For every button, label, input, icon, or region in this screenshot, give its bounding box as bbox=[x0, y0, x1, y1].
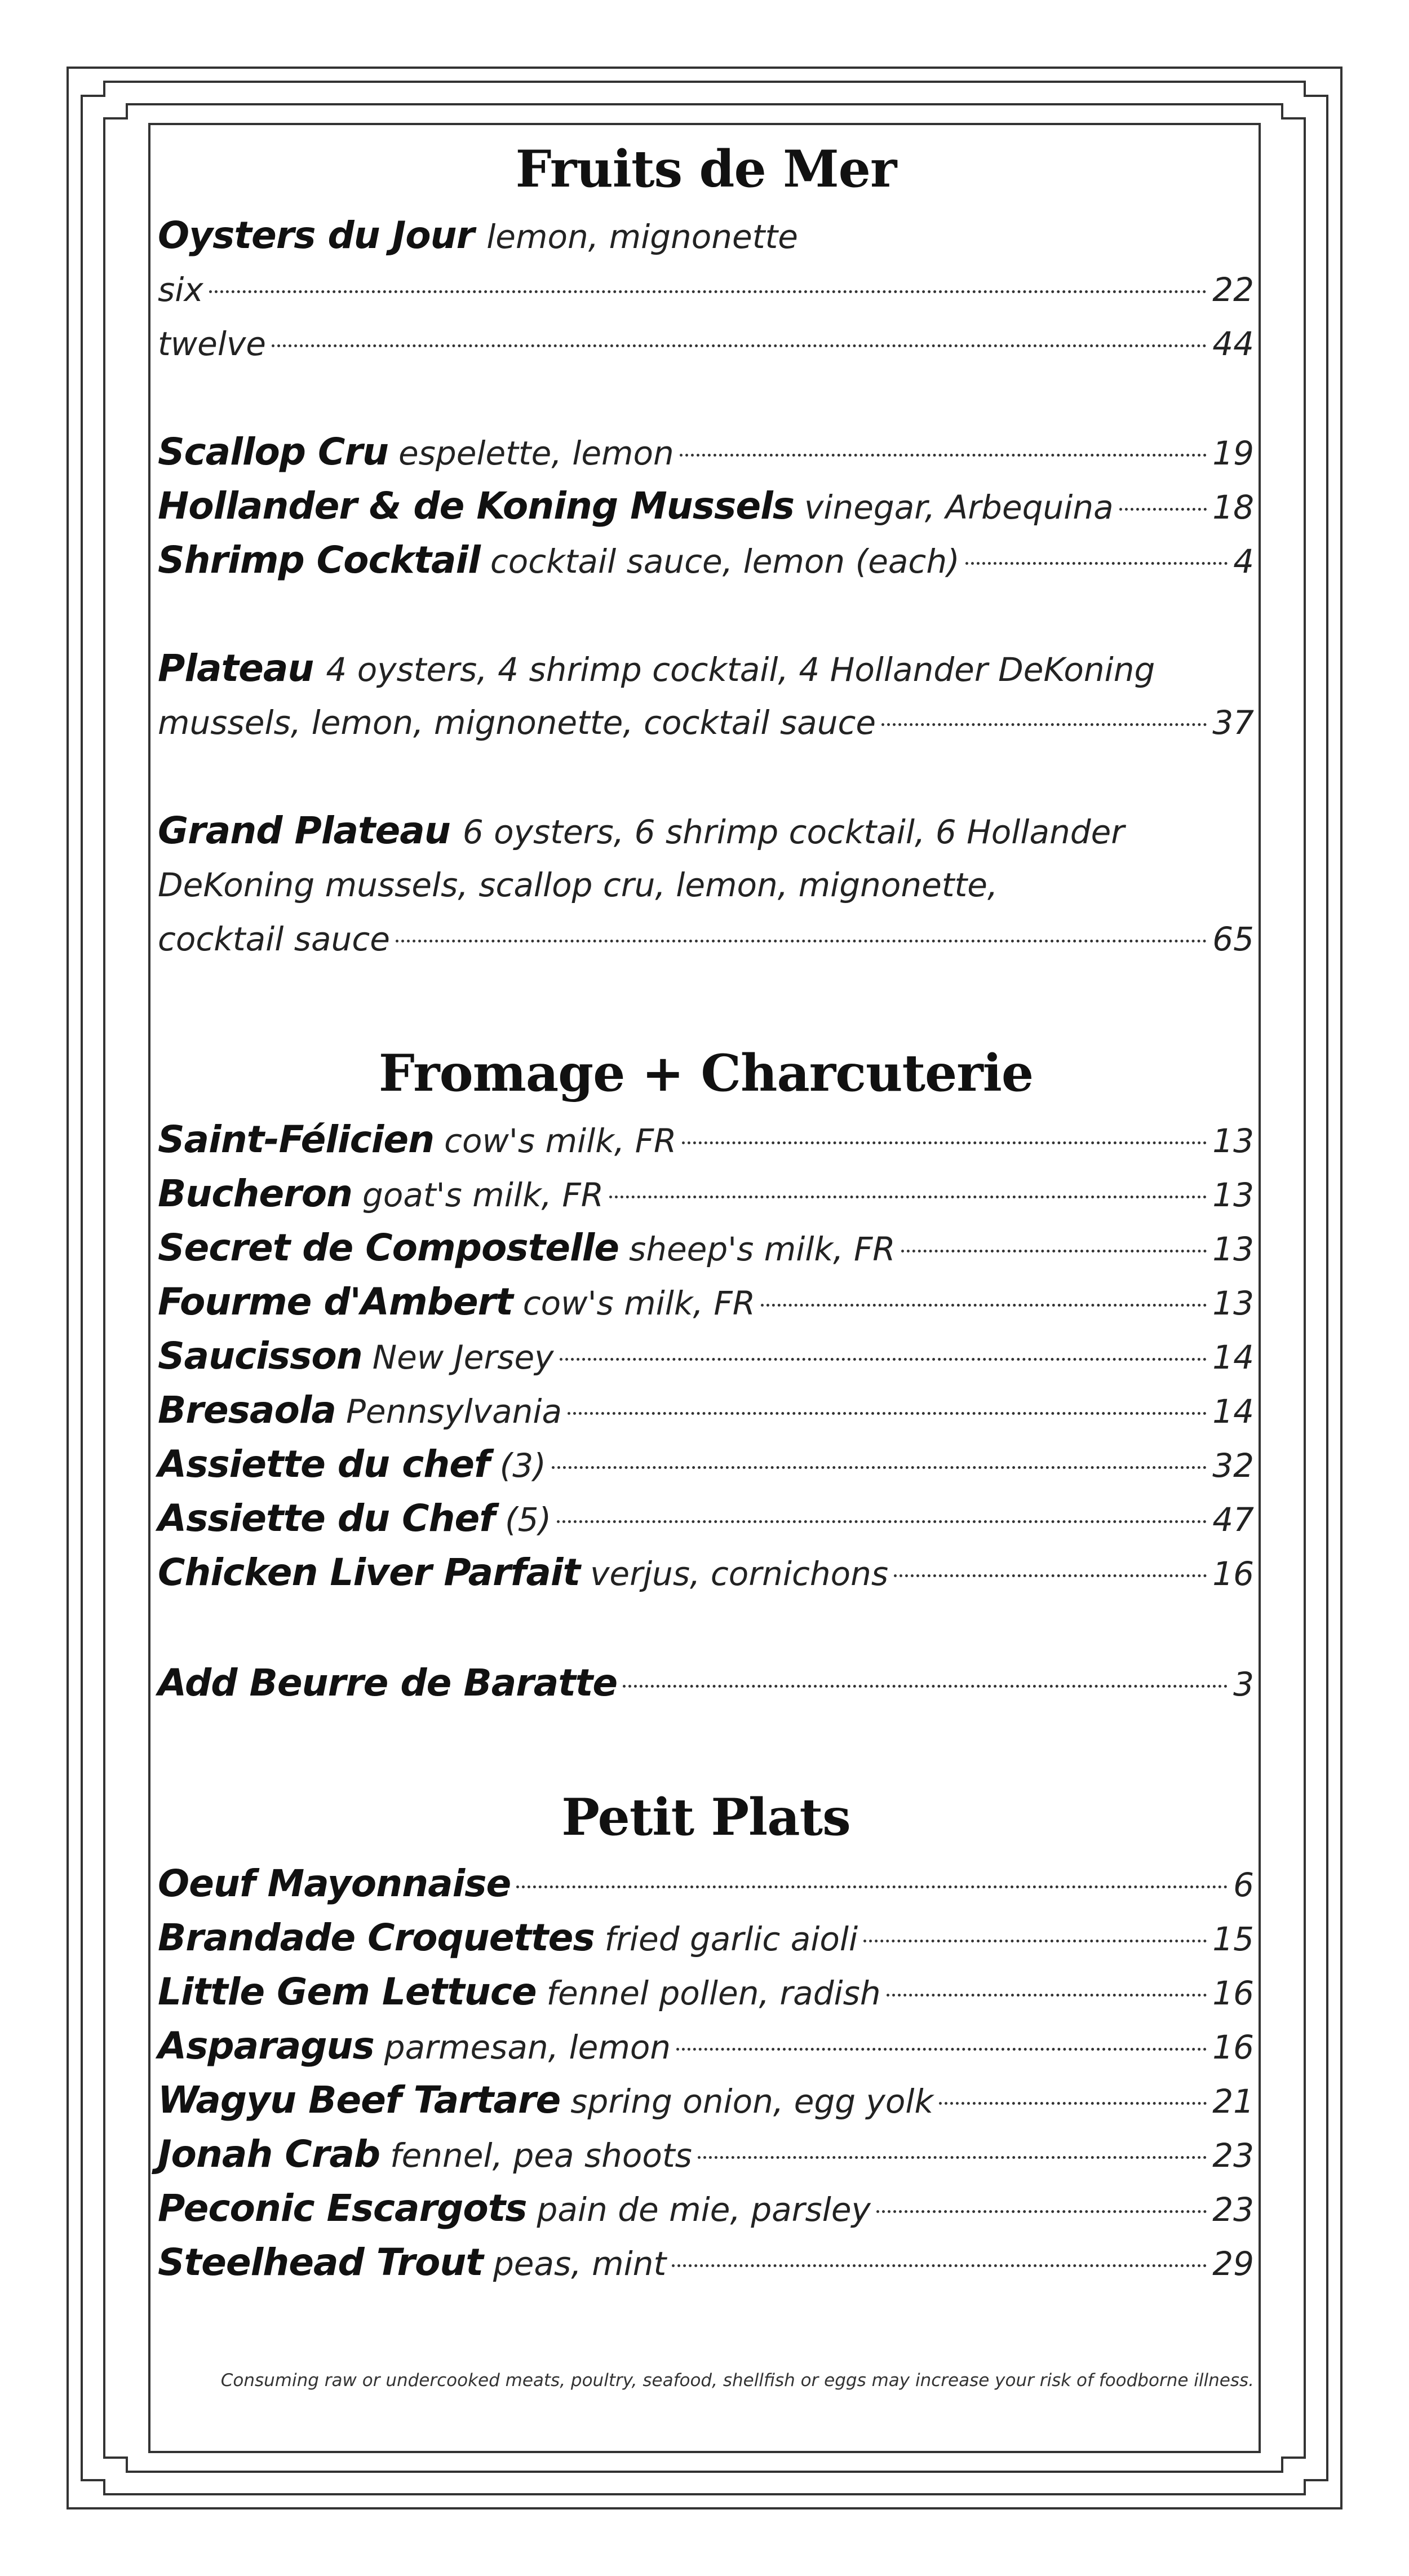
leader-dots bbox=[552, 1466, 1207, 1469]
leader-dots bbox=[609, 1196, 1207, 1198]
petit-plats-list bbox=[158, 1857, 1254, 2290]
item-price: 19 bbox=[1212, 434, 1254, 472]
menu-item-add-beurre bbox=[158, 1656, 1254, 1710]
item-desc: cow's milk, FR bbox=[444, 1122, 677, 1160]
item-desc: spring onion, egg yolk bbox=[570, 2082, 934, 2121]
menu-item bbox=[158, 1491, 1254, 1546]
item-price: 22 bbox=[1212, 271, 1254, 309]
item-name: Asparagus bbox=[158, 2024, 374, 2068]
item-desc: parmesan, lemon bbox=[384, 2028, 671, 2066]
item-desc: cow's milk, FR bbox=[522, 1284, 756, 1322]
item-price: 16 bbox=[1212, 2028, 1254, 2066]
item-price: 44 bbox=[1212, 325, 1254, 363]
menu-item bbox=[158, 2073, 1254, 2127]
item-desc: peas, mint bbox=[493, 2245, 667, 2283]
item-name: Saint-Félicien bbox=[158, 1118, 435, 1161]
item-price: 23 bbox=[1212, 2190, 1254, 2229]
menu-item-grand-plateau-end bbox=[158, 912, 1254, 966]
menu-content bbox=[158, 130, 1254, 2290]
item-price: 14 bbox=[1212, 1392, 1254, 1431]
item-desc: 6 oysters, 6 shrimp cocktail, 6 Hollander bbox=[462, 813, 1125, 851]
menu-item bbox=[158, 2127, 1254, 2181]
menu-item-shrimp-cocktail bbox=[158, 533, 1254, 587]
menu-item bbox=[158, 1857, 1254, 1911]
leader-dots bbox=[676, 2048, 1207, 2051]
item-desc: (3) bbox=[499, 1446, 546, 1485]
item-price: 32 bbox=[1212, 1446, 1254, 1485]
menu-item-grand-plateau-cont bbox=[158, 858, 1254, 912]
leader-dots bbox=[682, 1141, 1207, 1144]
item-name: Grand Plateau bbox=[158, 809, 450, 852]
leader-dots bbox=[568, 1412, 1207, 1415]
item-name: Bresaola bbox=[158, 1388, 336, 1432]
item-price: 3 bbox=[1233, 1665, 1254, 1703]
item-name: Plateau bbox=[158, 647, 314, 690]
item-desc: Pennsylvania bbox=[345, 1392, 562, 1431]
item-name: Chicken Liver Parfait bbox=[158, 1551, 581, 1594]
menu-item bbox=[158, 1167, 1254, 1221]
item-desc: vinegar, Arbequina bbox=[804, 488, 1114, 526]
item-name: Fourme d'Ambert bbox=[158, 1280, 513, 1324]
item-name: Peconic Escargots bbox=[158, 2186, 527, 2230]
leader-dots bbox=[557, 1520, 1207, 1523]
item-name: Assiette du chef bbox=[158, 1442, 490, 1486]
item-price: 6 bbox=[1233, 1866, 1254, 1904]
item-name: Brandade Croquettes bbox=[158, 1916, 595, 1959]
section-title-fruits-de-mer: Fruits de Mer bbox=[515, 139, 897, 199]
leader-dots bbox=[698, 2156, 1207, 2159]
item-price: 4 bbox=[1233, 542, 1254, 581]
leader-dots bbox=[876, 2210, 1207, 2213]
menu-option-six bbox=[158, 263, 1254, 317]
item-price: 13 bbox=[1212, 1176, 1254, 1214]
item-name: Bucheron bbox=[158, 1172, 353, 1215]
item-price: 13 bbox=[1212, 1122, 1254, 1160]
item-name: Saucisson bbox=[158, 1334, 362, 1378]
menu-item-oysters bbox=[158, 209, 1254, 263]
menu-item bbox=[158, 2181, 1254, 2236]
leader-dots bbox=[939, 2102, 1207, 2105]
item-desc: DeKoning mussels, scallop cru, lemon, mignonette, bbox=[158, 866, 998, 904]
section-title-petit-plats: Petit Plats bbox=[561, 1787, 850, 1847]
item-name: Jonah Crab bbox=[158, 2132, 380, 2176]
menu-item bbox=[158, 1383, 1254, 1437]
leader-dots bbox=[761, 1304, 1207, 1307]
section-title-fromage-charcuterie: Fromage + Charcuterie bbox=[378, 1043, 1034, 1103]
leader-dots bbox=[672, 2264, 1207, 2267]
item-price: 21 bbox=[1212, 2082, 1254, 2121]
leader-dots bbox=[881, 723, 1207, 726]
leader-dots bbox=[623, 1685, 1228, 1688]
item-desc: lemon, mignonette bbox=[486, 218, 798, 256]
item-price: 37 bbox=[1212, 703, 1254, 742]
leader-dots bbox=[209, 290, 1207, 293]
item-name: Oeuf Mayonnaise bbox=[158, 1862, 511, 1905]
leader-dots bbox=[396, 940, 1207, 942]
menu-item bbox=[158, 1437, 1254, 1491]
item-desc: 4 oysters, 4 shrimp cocktail, 4 Hollander DeKoning bbox=[326, 650, 1155, 689]
item-desc: cocktail sauce, lemon (each) bbox=[490, 542, 960, 581]
item-desc: cocktail sauce bbox=[158, 920, 390, 958]
menu-option-twelve bbox=[158, 317, 1254, 371]
item-desc: mussels, lemon, mignonette, cocktail sauce bbox=[158, 703, 876, 742]
item-name: Wagyu Beef Tartare bbox=[158, 2078, 561, 2122]
leader-dots bbox=[901, 1250, 1207, 1252]
item-name: Steelhead Trout bbox=[158, 2241, 483, 2284]
item-name: Secret de Compostelle bbox=[158, 1226, 619, 1269]
menu-item-grand-plateau bbox=[158, 804, 1254, 858]
item-price: 13 bbox=[1212, 1284, 1254, 1322]
item-name: Oysters du Jour bbox=[158, 214, 475, 257]
item-desc: pain de mie, parsley bbox=[537, 2190, 871, 2229]
item-price: 23 bbox=[1212, 2136, 1254, 2175]
item-desc: goat's milk, FR bbox=[362, 1176, 604, 1214]
item-desc: espelette, lemon bbox=[398, 434, 674, 472]
item-name: Shrimp Cocktail bbox=[158, 538, 480, 582]
menu-item bbox=[158, 1965, 1254, 2019]
item-desc: (5) bbox=[504, 1501, 552, 1539]
item-price: 47 bbox=[1212, 1501, 1254, 1539]
item-name: Little Gem Lettuce bbox=[158, 1970, 537, 2013]
item-price: 65 bbox=[1212, 920, 1254, 958]
item-name: Assiette du Chef bbox=[158, 1497, 495, 1540]
item-desc: fried garlic aioli bbox=[604, 1920, 858, 1958]
leader-dots bbox=[272, 344, 1207, 347]
item-price: 16 bbox=[1212, 1555, 1254, 1593]
item-desc: New Jersey bbox=[372, 1338, 554, 1376]
menu-item-mussels bbox=[158, 479, 1254, 533]
leader-dots bbox=[560, 1358, 1207, 1361]
item-price: 13 bbox=[1212, 1230, 1254, 1268]
menu-item bbox=[158, 1275, 1254, 1329]
food-safety-disclaimer: Consuming raw or undercooked meats, poultry, seafood, shellfish or eggs may increase your risk of foodborne illness. bbox=[220, 2370, 1254, 2391]
item-desc: verjus, cornichons bbox=[590, 1555, 889, 1593]
leader-dots bbox=[863, 1940, 1207, 1942]
item-price: 14 bbox=[1212, 1338, 1254, 1376]
leader-dots bbox=[516, 1885, 1228, 1888]
item-name: Hollander & de Koning Mussels bbox=[158, 484, 794, 528]
menu-item bbox=[158, 2236, 1254, 2290]
leader-dots bbox=[894, 1574, 1207, 1577]
menu-item-plateau bbox=[158, 641, 1254, 696]
menu-item bbox=[158, 2019, 1254, 2073]
menu-item bbox=[158, 1911, 1254, 1965]
item-price: 29 bbox=[1212, 2245, 1254, 2283]
item-price: 15 bbox=[1212, 1920, 1254, 1958]
leader-dots bbox=[887, 1994, 1207, 1997]
menu-item bbox=[158, 1113, 1254, 1167]
item-desc: fennel, pea shoots bbox=[390, 2136, 692, 2175]
leader-dots bbox=[965, 562, 1228, 565]
item-name: Add Beurre de Baratte bbox=[158, 1661, 618, 1705]
option-label: six bbox=[158, 271, 203, 309]
menu-item bbox=[158, 1546, 1254, 1600]
menu-item bbox=[158, 1329, 1254, 1383]
leader-dots bbox=[1119, 508, 1207, 511]
fromage-list bbox=[158, 1113, 1254, 1600]
item-desc: fennel pollen, radish bbox=[546, 1974, 881, 2012]
item-desc: sheep's milk, FR bbox=[629, 1230, 896, 1268]
item-price: 16 bbox=[1212, 1974, 1254, 2012]
option-label: twelve bbox=[158, 325, 266, 363]
leader-dots bbox=[680, 454, 1207, 457]
menu-item bbox=[158, 1221, 1254, 1275]
item-price: 18 bbox=[1212, 488, 1254, 526]
item-name: Scallop Cru bbox=[158, 430, 388, 473]
menu-item-scallop-cru bbox=[158, 425, 1254, 479]
menu-item-plateau-cont bbox=[158, 696, 1254, 750]
